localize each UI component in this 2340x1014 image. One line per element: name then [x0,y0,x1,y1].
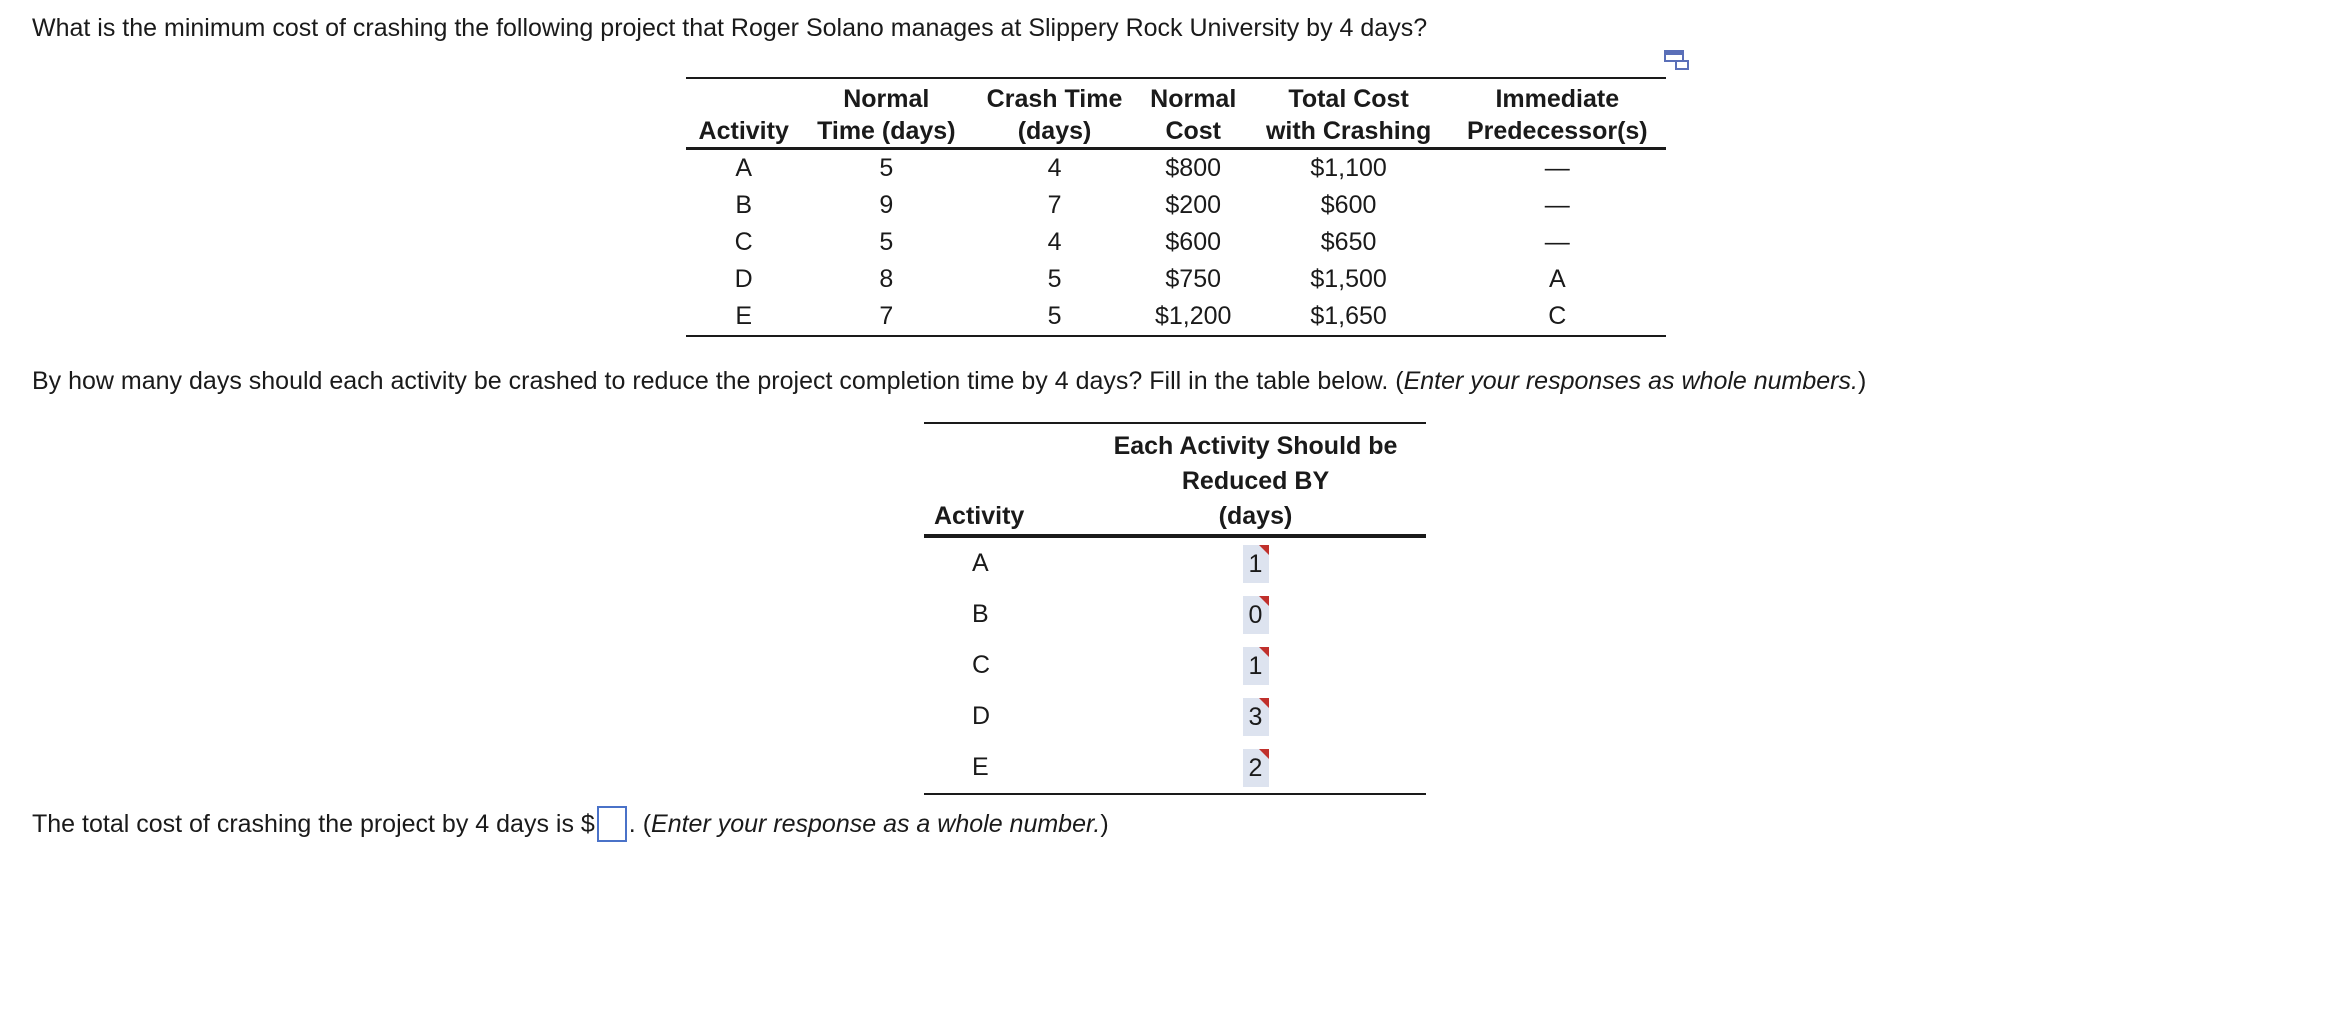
activity-cell: C [972,651,991,679]
header-reduce-2: Reduced BY [1181,467,1330,495]
answer-cell [1085,640,1426,691]
answer-input[interactable] [1243,698,1269,736]
project-data-table [686,77,1666,337]
table-row [924,589,1426,640]
answer-cell [1085,742,1426,794]
header-normal-cost-2: Cost [1138,115,1249,149]
header-normal-time-2: Time (days) [801,115,971,149]
answer-cell [1085,589,1426,640]
total-cost-line [32,806,1109,842]
crash-cost-cell: $650 [1320,228,1377,256]
table-row [924,742,1426,794]
answer-input[interactable] [1243,647,1269,685]
predecessor-cell: C [1548,302,1567,330]
table-row [686,224,1666,261]
normal-time-cell: 5 [879,154,894,182]
activity-cell: D [734,265,753,293]
header-predecessors: Immediate [1495,85,1620,113]
header-reduce-1: Each Activity Should be [1113,432,1398,460]
incorrect-flag-icon [1259,749,1269,759]
activity-cell: A [735,154,753,182]
instructions-main: By how many days should each activity be crashed to reduce the project completion time by 4 days? Fill in the table below. ( [32,367,1404,395]
total-suffix: . ( [628,810,652,838]
activity-cell: D [972,702,991,730]
crash-cost-cell: $1,650 [1310,302,1387,330]
normal-cost-cell: $200 [1165,191,1222,219]
table-row [686,261,1666,298]
answer-value: 2 [1248,754,1263,783]
crash-time-cell: 4 [1047,154,1062,182]
question-text: What is the minimum cost of crashing the following project that Roger Solano manages at Slippery Rock University by 4 days? [32,14,1428,42]
crash-time-cell: 7 [1047,191,1062,219]
expand-table-icon[interactable] [1664,49,1690,71]
normal-time-cell: 8 [879,265,894,293]
activity-cell: B [735,191,753,219]
total-hint: Enter your response as a whole number. [651,810,1101,838]
normal-cost-cell: $600 [1165,228,1222,256]
crash-time-cell: 5 [1047,302,1062,330]
crash-cost-cell: $600 [1320,191,1377,219]
normal-cost-cell: $1,200 [1154,302,1232,330]
answer-input[interactable] [1243,749,1269,787]
normal-time-cell: 5 [879,228,894,256]
table-row [686,187,1666,224]
predecessor-cell: — [1544,228,1570,256]
table-row [924,640,1426,691]
predecessor-cell: — [1544,191,1570,219]
activity-cell: B [972,600,989,628]
header-crash-time: Crash Time [986,85,1123,113]
normal-time-cell: 7 [879,302,894,330]
header-cell [924,464,1085,499]
predecessor-cell: A [1548,265,1566,293]
activity-cell: E [972,753,989,781]
instructions-hint: Enter your responses as whole numbers. [1403,367,1858,395]
crash-cost-cell: $1,500 [1310,265,1387,293]
answer-value: 0 [1248,601,1263,630]
normal-cost-cell: $800 [1165,154,1222,182]
table-row [924,691,1426,742]
crash-cost-cell: $1,100 [1310,154,1387,182]
activity-cell: A [972,549,989,577]
crash-time-cell: 5 [1047,265,1062,293]
total-cost-input[interactable] [597,806,627,842]
normal-cost-cell: $750 [1165,265,1222,293]
header-reduce-3: (days) [1085,499,1426,536]
incorrect-flag-icon [1259,596,1269,606]
table-row [924,536,1426,589]
answer-table [924,422,1426,795]
header-activity: Activity [686,115,801,149]
header-cell [686,78,801,115]
instructions-text [32,363,1866,399]
crash-time-cell: 4 [1047,228,1062,256]
header-predecessors-2: Predecessor(s) [1449,115,1666,149]
answer-input[interactable] [1243,596,1269,634]
answer-cell [1085,691,1426,742]
normal-time-cell: 9 [879,191,894,219]
activity-cell: C [734,228,753,256]
incorrect-flag-icon [1259,698,1269,708]
answer-value: 1 [1248,652,1263,681]
header-crash-time-2: (days) [971,115,1138,149]
answer-value: 1 [1248,550,1263,579]
instructions-close: ) [1857,367,1867,395]
incorrect-flag-icon [1259,545,1269,555]
header-normal-time: Normal [843,85,930,113]
total-cost-prompt: The total cost of crashing the project by 4 days is $ [32,810,595,838]
header-activity: Activity [924,499,1085,536]
table-row [686,149,1666,188]
answer-input[interactable] [1243,545,1269,583]
incorrect-flag-icon [1259,647,1269,657]
answer-value: 3 [1248,703,1263,732]
table-row [686,298,1666,336]
header-cell [924,423,1085,464]
activity-cell: E [735,302,753,330]
header-normal-cost: Normal [1150,85,1237,113]
predecessor-cell: — [1544,154,1570,182]
header-total-cost-2: with Crashing [1249,115,1449,149]
header-total-cost: Total Cost [1288,85,1409,113]
answer-cell [1085,536,1426,589]
total-close: ) [1100,810,1109,838]
